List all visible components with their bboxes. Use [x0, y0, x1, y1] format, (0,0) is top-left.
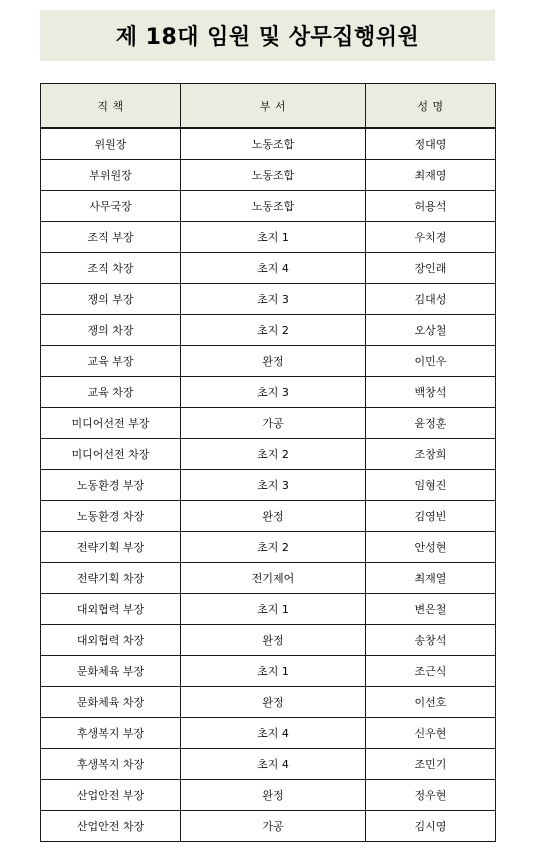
cell-department: 가공 [181, 408, 366, 439]
cell-department: 초지 4 [181, 718, 366, 749]
cell-position: 후생복지 차장 [41, 749, 181, 780]
table-body [41, 128, 496, 842]
cell-position: 전략기획 부장 [41, 532, 181, 563]
table-row [41, 811, 496, 842]
cell-position: 전략기획 차장 [41, 563, 181, 594]
cell-name: 조민기 [366, 749, 496, 780]
table-row [41, 594, 496, 625]
cell-position: 교육 부장 [41, 346, 181, 377]
cell-position: 노동환경 차장 [41, 501, 181, 532]
cell-position: 부위원장 [41, 160, 181, 191]
cell-department: 완정 [181, 501, 366, 532]
cell-department: 노동조합 [181, 191, 366, 222]
title-banner [40, 10, 495, 61]
cell-position: 미디어선전 부장 [41, 408, 181, 439]
cell-department: 초지 2 [181, 532, 366, 563]
cell-name: 백창석 [366, 377, 496, 408]
table-row [41, 222, 496, 253]
table-row [41, 625, 496, 656]
cell-position: 쟁의 차장 [41, 315, 181, 346]
table-row [41, 315, 496, 346]
cell-name: 조근식 [366, 656, 496, 687]
table-row [41, 377, 496, 408]
cell-position: 대외협력 부장 [41, 594, 181, 625]
table-row [41, 253, 496, 284]
table-row [41, 191, 496, 222]
table-row [41, 780, 496, 811]
cell-position: 후생복지 부장 [41, 718, 181, 749]
cell-department: 노동조합 [181, 160, 366, 191]
cell-name: 최재열 [366, 563, 496, 594]
table-row [41, 284, 496, 315]
cell-department: 가공 [181, 811, 366, 842]
table-row [41, 346, 496, 377]
cell-department: 초지 3 [181, 470, 366, 501]
cell-position: 교육 차장 [41, 377, 181, 408]
cell-name: 허용석 [366, 191, 496, 222]
table-row [41, 408, 496, 439]
cell-department: 완정 [181, 687, 366, 718]
table-row [41, 718, 496, 749]
officer-table [40, 83, 496, 842]
cell-name: 최재영 [366, 160, 496, 191]
table-row [41, 439, 496, 470]
cell-name: 송창석 [366, 625, 496, 656]
cell-position: 쟁의 부장 [41, 284, 181, 315]
cell-position: 조직 부장 [41, 222, 181, 253]
cell-position: 산업안전 부장 [41, 780, 181, 811]
cell-department: 초지 1 [181, 656, 366, 687]
cell-name: 김대성 [366, 284, 496, 315]
cell-name: 변은철 [366, 594, 496, 625]
cell-name: 정우현 [366, 780, 496, 811]
cell-name: 우치경 [366, 222, 496, 253]
table-row [41, 749, 496, 780]
cell-position: 대외협력 차장 [41, 625, 181, 656]
cell-name: 신우현 [366, 718, 496, 749]
cell-department: 초지 3 [181, 284, 366, 315]
cell-department: 완정 [181, 780, 366, 811]
cell-name: 오상철 [366, 315, 496, 346]
cell-name: 김시영 [366, 811, 496, 842]
table-row [41, 687, 496, 718]
cell-name: 장인래 [366, 253, 496, 284]
cell-name: 이민우 [366, 346, 496, 377]
header-position: 직 책 [41, 84, 181, 129]
header-department: 부 서 [181, 84, 366, 129]
table-row [41, 563, 496, 594]
cell-department: 초지 1 [181, 222, 366, 253]
cell-name: 조창희 [366, 439, 496, 470]
table-header [41, 84, 496, 129]
cell-name: 안성현 [366, 532, 496, 563]
cell-department: 완정 [181, 625, 366, 656]
cell-position: 위원장 [41, 128, 181, 160]
cell-department: 초지 1 [181, 594, 366, 625]
page-title: 제 18대 임원 및 상무집행위원 [115, 25, 420, 50]
table-row [41, 656, 496, 687]
table-row [41, 501, 496, 532]
cell-department: 완정 [181, 346, 366, 377]
cell-position: 문화체육 차장 [41, 687, 181, 718]
table-row [41, 532, 496, 563]
table-row [41, 160, 496, 191]
cell-position: 노동환경 부장 [41, 470, 181, 501]
table-row [41, 470, 496, 501]
cell-name: 김영빈 [366, 501, 496, 532]
cell-name: 임형진 [366, 470, 496, 501]
header-row [41, 84, 496, 129]
cell-department: 초지 4 [181, 253, 366, 284]
table-row [41, 128, 496, 160]
cell-position: 문화체육 부장 [41, 656, 181, 687]
cell-department: 초지 4 [181, 749, 366, 780]
cell-name: 윤정훈 [366, 408, 496, 439]
cell-position: 미디어선전 차장 [41, 439, 181, 470]
cell-department: 초지 2 [181, 315, 366, 346]
cell-department: 초지 2 [181, 439, 366, 470]
cell-name: 정대영 [366, 128, 496, 160]
cell-position: 조직 차장 [41, 253, 181, 284]
cell-position: 산업안전 차장 [41, 811, 181, 842]
cell-department: 전기제어 [181, 563, 366, 594]
cell-department: 노동조합 [181, 128, 366, 160]
header-name: 성 명 [366, 84, 496, 129]
cell-department: 초지 3 [181, 377, 366, 408]
cell-name: 이선호 [366, 687, 496, 718]
cell-position: 사무국장 [41, 191, 181, 222]
